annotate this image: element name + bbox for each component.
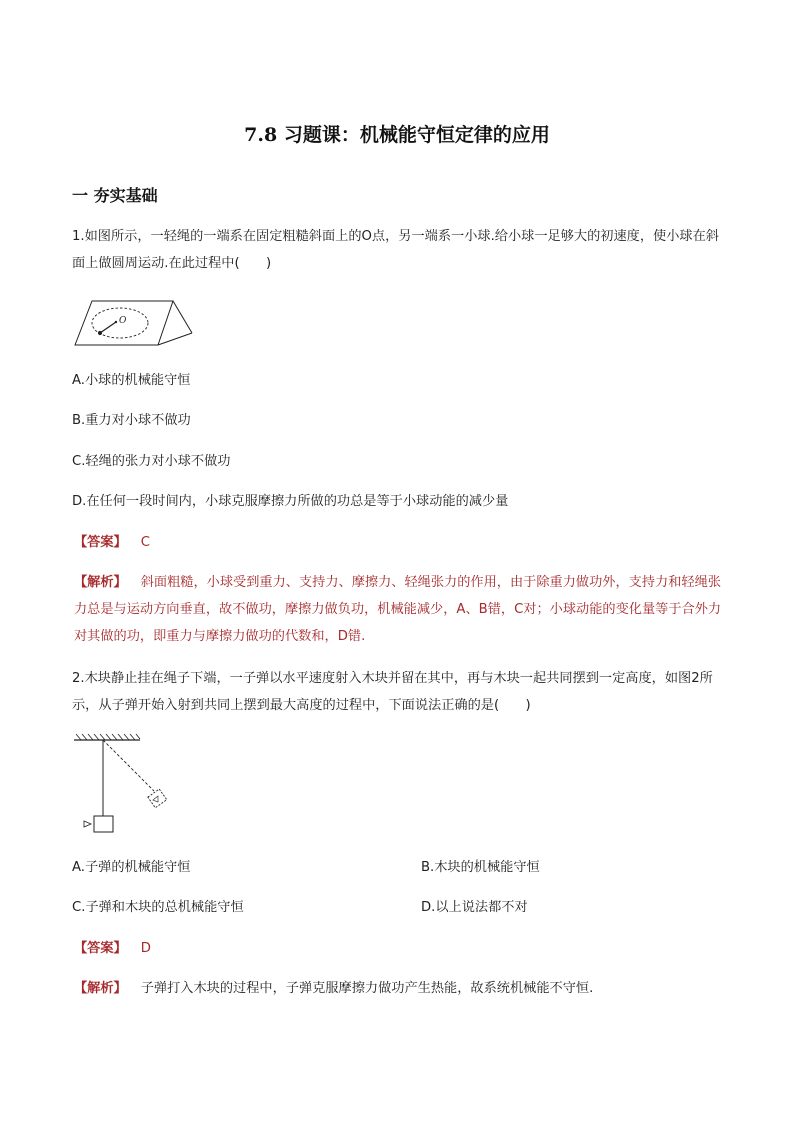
q2-option-b: B.木块的机械能守恒 [421, 860, 540, 875]
q2-pendulum-figure [72, 733, 172, 835]
q1-option-a: A.小球的机械能守恒 [72, 373, 191, 388]
section-heading: 一 夯实基础 [72, 186, 158, 205]
q2-stem: 2.木块静止挂在绳子下端，一子弹以水平速度射入木块并留在其中，再与木块一起共同摆到一定高度，如图2所示，从子弹开始入射到共同上摆到最大高度的过程中，下面说法正确的是( ) [72, 671, 713, 713]
q1-answer: C [140, 535, 150, 550]
q2-answer-line [74, 939, 151, 959]
q1-analysis [74, 569, 724, 650]
q2-analysis-text: 子弹打入木块的过程中，子弹克服摩擦力做功产生热能，故系统机械能不守恒. [140, 981, 594, 996]
q1-stem: 1.如图所示，一轻绳的一端系在固定粗糙斜面上的O点，另一端系一小球.给小球一足够大的初速度，使小球在斜面上做圆周运动.在此过程中( ) [72, 229, 719, 271]
q1-analysis-text: 斜面粗糙，小球受到重力、支持力、摩擦力、轻绳张力的作用，由于除重力做功外，支持力和轻绳张力总是与运动方向垂直，故不做功，摩擦力做负功，机械能减少，A、B错，C对；小球动能的变化量等于合外力对其做的功，即重力与摩擦力做功的代数和，D错. [74, 575, 722, 644]
q2-answer: D [140, 941, 151, 956]
q2-option-a: A.子弹的机械能守恒 [72, 860, 191, 875]
q2-analysis-tag: 【解析】 [74, 981, 127, 996]
q1-incline-figure [74, 293, 194, 348]
q2-option-d: D.以上说法都不对 [421, 900, 528, 915]
q1-answer-line [74, 533, 150, 553]
q1-answer-tag: 【答案】 [74, 535, 127, 550]
q1-analysis-tag: 【解析】 [74, 575, 127, 590]
q1-option-d: D.在任何一段时间内，小球克服摩擦力所做的功总是等于小球动能的减少量 [72, 494, 509, 509]
page-title: 7.8 习题课：机械能守恒定律的应用 [244, 124, 550, 146]
q2-analysis [74, 979, 593, 999]
q2-option-c: C.子弹和木块的总机械能守恒 [72, 900, 244, 915]
q2-answer-tag: 【答案】 [74, 941, 127, 956]
q1-option-b: B.重力对小球不做功 [72, 413, 191, 428]
q1-option-c: C.轻绳的张力对小球不做功 [72, 454, 231, 469]
q1-figure-label: O [119, 316, 127, 326]
